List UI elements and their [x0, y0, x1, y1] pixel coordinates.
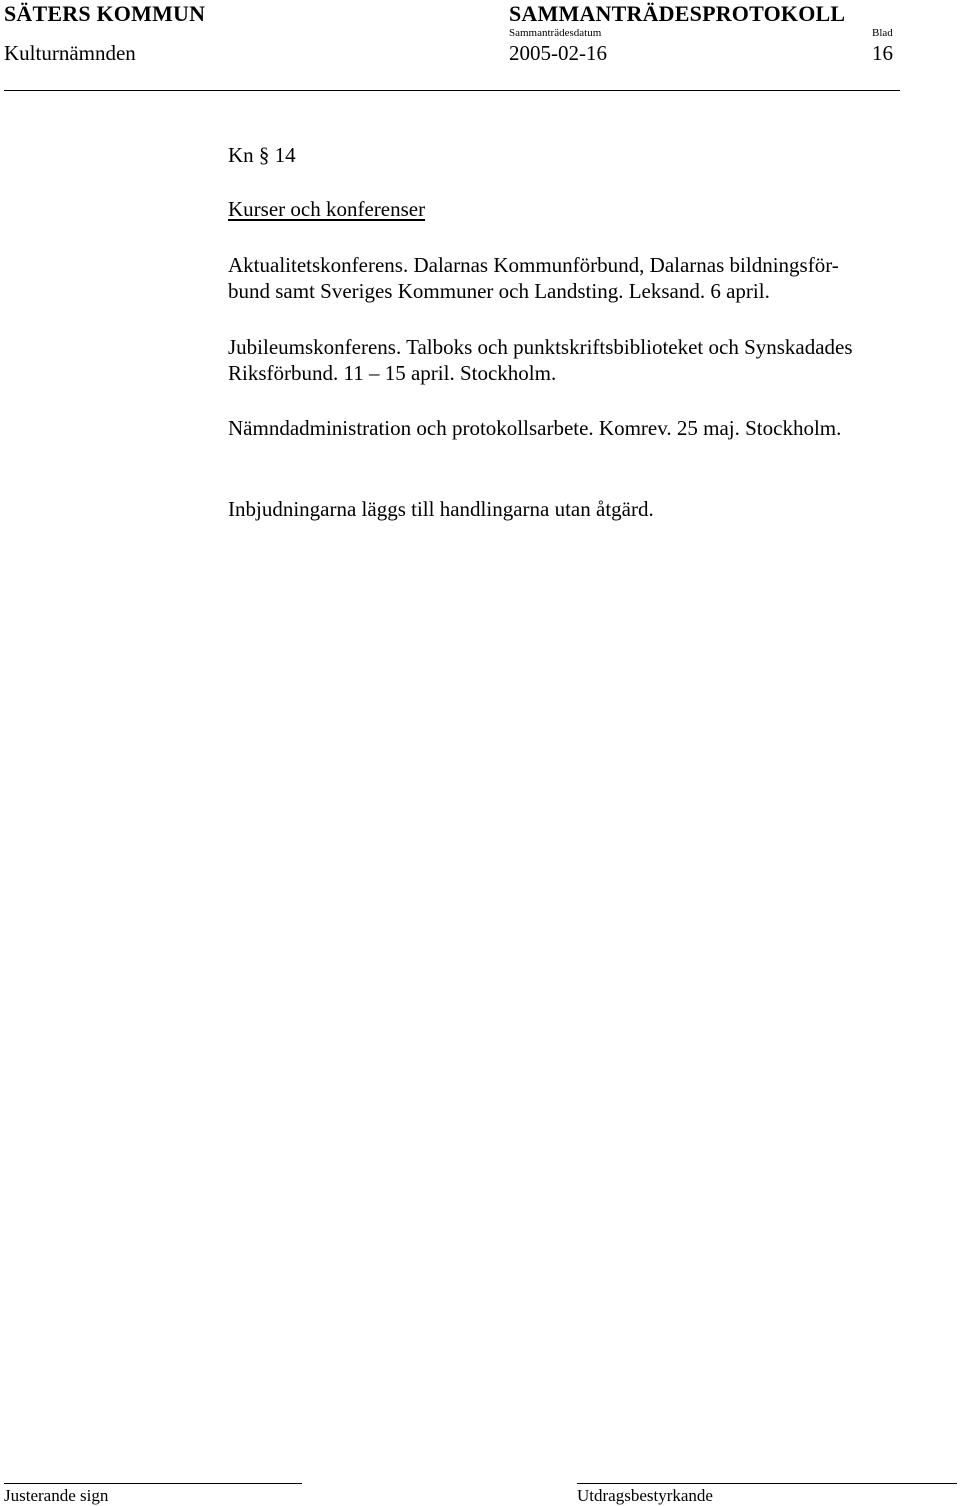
- item-line: Nämndadministration och protokollsarbete. Komrev. 25 maj. Stockholm.: [228, 416, 842, 440]
- organization-name: SÄTERS KOMMUN: [4, 1, 206, 26]
- item-line: Jubileumskonferens. Talboks och punktskriftsbiblioteket och Synskadades: [228, 335, 853, 359]
- certification-label: Utdragsbestyrkande: [577, 1486, 713, 1505]
- decision-text: Inbjudningarna läggs till handlingarna utan åtgärd.: [228, 497, 654, 521]
- page-label: Blad: [872, 27, 893, 39]
- paragraph-heading: Kurser och konferenser: [228, 197, 426, 221]
- page-number: 16: [872, 41, 893, 65]
- committee-name: Kulturnämnden: [4, 41, 136, 65]
- item-line: bund samt Sveriges Kommuner och Landsting. Leksand. 6 april.: [228, 279, 770, 303]
- footer-divider-right: [577, 1483, 957, 1484]
- item-line: Aktualitetskonferens. Dalarnas Kommunförbund, Dalarnas bildningsför-: [228, 253, 839, 277]
- meeting-date: 2005-02-16: [509, 41, 607, 65]
- signature-label: Justerande sign: [4, 1486, 109, 1505]
- footer-divider-left: [4, 1483, 302, 1484]
- meeting-date-label: Sammanträdesdatum: [509, 27, 602, 39]
- item-line: Riksförbund. 11 – 15 april. Stockholm.: [228, 361, 557, 385]
- paragraph-number: Kn § 14: [228, 143, 296, 167]
- header-divider: [4, 90, 900, 91]
- document-type: SAMMANTRÄDESPROTOKOLL: [509, 1, 846, 26]
